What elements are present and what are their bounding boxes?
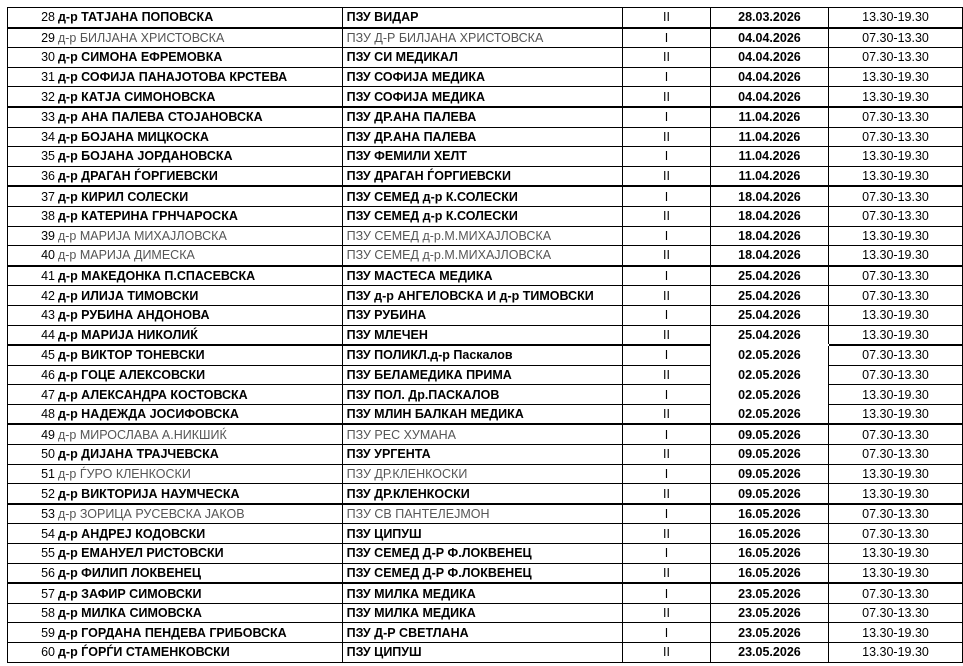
clinic-name: ПЗУ МИЛКА МЕДИКА [342,583,623,603]
time-cell: 13.30-19.30 [829,8,963,28]
doctor-name: д-р ЗОРИЦА РУСЕВСКА ЈАКОВ [57,504,342,524]
clinic-name: ПЗУ СЕМЕД Д-Р Ф.ЛОКВЕНЕЦ [342,563,623,583]
date-cell: 04.04.2026 [710,67,828,87]
clinic-name: ПЗУ ДРАГАН ЃОРГИЕВСКИ [342,166,623,186]
clinic-name: ПЗУ ДР.КЛЕНКОСКИ [342,484,623,504]
time-cell: 07.30-13.30 [829,28,963,48]
date-cell: 04.04.2026 [710,87,828,107]
date-cell: 09.05.2026 [710,445,828,465]
table-row [8,107,963,127]
date-cell: 18.04.2026 [710,206,828,226]
time-cell: 13.30-19.30 [829,385,963,405]
shift-cell: I [623,147,711,167]
row-number: 58 [8,603,57,623]
doctor-name: д-р ИЛИЈА ТИМОВСКИ [57,286,342,306]
table-row [8,186,963,206]
table-row [8,385,963,405]
time-cell: 13.30-19.30 [829,544,963,564]
time-cell: 07.30-13.30 [829,206,963,226]
table-row [8,445,963,465]
table-row [8,8,963,28]
table-row [8,623,963,643]
clinic-name: ПЗУ СИ МЕДИКАЛ [342,48,623,68]
row-number: 28 [8,8,57,28]
row-number: 36 [8,166,57,186]
clinic-name: ПЗУ ДР.КЛЕНКОСКИ [342,464,623,484]
shift-cell: I [623,28,711,48]
shift-cell: II [623,206,711,226]
shift-cell: II [623,643,711,663]
date-cell: 18.04.2026 [710,246,828,266]
clinic-name: ПЗУ МЛЕЧЕН [342,325,623,345]
date-cell: 23.05.2026 [710,643,828,663]
table-row [8,305,963,325]
shift-cell: II [623,48,711,68]
shift-cell: II [623,166,711,186]
time-cell: 13.30-19.30 [829,147,963,167]
doctor-name: д-р МАРИЈА НИКОЛИЌ [57,325,342,345]
table-row [8,563,963,583]
clinic-name: ПЗУ ФЕМИЛИ ХЕЛТ [342,147,623,167]
doctor-name: д-р ТАТЈАНА ПОПОВСКА [57,8,342,28]
shift-cell: I [623,464,711,484]
date-cell: 23.05.2026 [710,603,828,623]
clinic-name: ПЗУ ДР.АНА ПАЛЕВА [342,127,623,147]
date-cell: 25.04.2026 [710,305,828,325]
row-number: 41 [8,266,57,286]
date-cell: 25.04.2026 [710,286,828,306]
date-cell: 11.04.2026 [710,147,828,167]
date-cell: 11.04.2026 [710,107,828,127]
date-cell: 11.04.2026 [710,127,828,147]
clinic-name: ПЗУ РЕС ХУМАНА [342,424,623,444]
time-cell: 13.30-19.30 [829,87,963,107]
shift-cell: II [623,563,711,583]
shift-cell: II [623,603,711,623]
time-cell: 07.30-13.30 [829,365,963,385]
table-row [8,504,963,524]
shift-cell: I [623,226,711,246]
clinic-name: ПЗУ ПОЛИКЛ.д-р Паскалов [342,345,623,365]
table-row [8,603,963,623]
time-cell: 07.30-13.30 [829,127,963,147]
row-number: 55 [8,544,57,564]
doctor-name: д-р БОЈАНА МИЦКОСКА [57,127,342,147]
time-cell: 13.30-19.30 [829,484,963,504]
doctor-name: д-р КИРИЛ СОЛЕСКИ [57,186,342,206]
shift-cell: II [623,404,711,424]
duty-schedule-table [7,7,963,663]
time-cell: 13.30-19.30 [829,305,963,325]
date-cell: 23.05.2026 [710,583,828,603]
row-number: 51 [8,464,57,484]
date-cell: 18.04.2026 [710,226,828,246]
row-number: 34 [8,127,57,147]
doctor-name: д-р ВИКТОР ТОНЕВСКИ [57,345,342,365]
shift-cell: I [623,583,711,603]
shift-cell: II [623,87,711,107]
row-number: 40 [8,246,57,266]
time-cell: 13.30-19.30 [829,226,963,246]
schedule-rows [8,8,963,663]
time-cell: 07.30-13.30 [829,186,963,206]
row-number: 39 [8,226,57,246]
shift-cell: II [623,8,711,28]
table-row [8,365,963,385]
table-row [8,524,963,544]
clinic-name: ПЗУ СОФИЈА МЕДИКА [342,87,623,107]
time-cell: 13.30-19.30 [829,464,963,484]
date-cell: 04.04.2026 [710,28,828,48]
time-cell: 07.30-13.30 [829,524,963,544]
row-number: 57 [8,583,57,603]
table-row [8,544,963,564]
clinic-name: ПЗУ СОФИЈА МЕДИКА [342,67,623,87]
row-number: 33 [8,107,57,127]
row-number: 46 [8,365,57,385]
time-cell: 07.30-13.30 [829,603,963,623]
doctor-name: д-р КАТЈА СИМОНОВСКА [57,87,342,107]
time-cell: 07.30-13.30 [829,424,963,444]
clinic-name: ПЗУ ДР.АНА ПАЛЕВА [342,107,623,127]
shift-cell: II [623,246,711,266]
row-number: 43 [8,305,57,325]
shift-cell: II [623,325,711,345]
date-cell: 02.05.2026 [710,385,828,405]
time-cell: 07.30-13.30 [829,266,963,286]
clinic-name: ПЗУ СЕМЕД д-р.М.МИХАЈЛОВСКА [342,246,623,266]
doctor-name: д-р МАРИЈА ДИМЕСКА [57,246,342,266]
table-row [8,166,963,186]
table-row [8,127,963,147]
clinic-name: ПЗУ ЦИПУШ [342,524,623,544]
shift-cell: II [623,365,711,385]
shift-cell: II [623,445,711,465]
row-number: 52 [8,484,57,504]
doctor-name: д-р АНДРЕЈ КОДОВСКИ [57,524,342,544]
doctor-name: д-р ГОЦЕ АЛЕКСОВСКИ [57,365,342,385]
row-number: 60 [8,643,57,663]
shift-cell: I [623,305,711,325]
doctor-name: д-р ДРАГАН ЃОРГИЕВСКИ [57,166,342,186]
clinic-name: ПЗУ РУБИНА [342,305,623,325]
row-number: 49 [8,424,57,444]
table-row [8,643,963,663]
clinic-name: ПЗУ ЦИПУШ [342,643,623,663]
date-cell: 16.05.2026 [710,524,828,544]
clinic-name: ПЗУ УРГЕНТА [342,445,623,465]
time-cell: 13.30-19.30 [829,246,963,266]
table-row [8,87,963,107]
doctor-name: д-р ЃОРЃИ СТАМЕНКОВСКИ [57,643,342,663]
table-row [8,206,963,226]
shift-cell: II [623,286,711,306]
doctor-name: д-р ВИКТОРИЈА НАУМЧЕСКА [57,484,342,504]
row-number: 31 [8,67,57,87]
table-row [8,424,963,444]
shift-cell: I [623,345,711,365]
doctor-name: д-р АНА ПАЛЕВА СТОЈАНОВСКА [57,107,342,127]
clinic-name: ПЗУ СЕМЕД д-р К.СОЛЕСКИ [342,206,623,226]
shift-cell: I [623,385,711,405]
table-row [8,226,963,246]
time-cell: 13.30-19.30 [829,563,963,583]
doctor-name: д-р СИМОНА ЕФРЕМОВКА [57,48,342,68]
date-cell: 09.05.2026 [710,424,828,444]
time-cell: 07.30-13.30 [829,445,963,465]
date-cell: 25.04.2026 [710,266,828,286]
clinic-name: ПЗУ МАСТЕСА МЕДИКА [342,266,623,286]
row-number: 53 [8,504,57,524]
row-number: 42 [8,286,57,306]
date-cell: 16.05.2026 [710,504,828,524]
row-number: 30 [8,48,57,68]
clinic-name: ПЗУ МЛИН БАЛКАН МЕДИКА [342,404,623,424]
row-number: 45 [8,345,57,365]
clinic-name: ПЗУ СЕМЕД д-р.М.МИХАЈЛОВСКА [342,226,623,246]
date-cell: 04.04.2026 [710,48,828,68]
table-row [8,464,963,484]
doctor-name: д-р БОЈАНА ЈОРДАНОВСКА [57,147,342,167]
date-cell: 02.05.2026 [710,345,828,365]
table-row [8,266,963,286]
doctor-name: д-р РУБИНА АНДОНОВА [57,305,342,325]
row-number: 59 [8,623,57,643]
clinic-name: ПЗУ БЕЛАМЕДИКА ПРИМА [342,365,623,385]
time-cell: 13.30-19.30 [829,404,963,424]
shift-cell: I [623,186,711,206]
row-number: 32 [8,87,57,107]
doctor-name: д-р МИРОСЛАВА А.НИКШИЌ [57,424,342,444]
clinic-name: ПЗУ Д-Р СВЕТЛАНА [342,623,623,643]
row-number: 54 [8,524,57,544]
table-row [8,48,963,68]
table-row [8,583,963,603]
clinic-name: ПЗУ ПОЛ. Др.ПАСКАЛОВ [342,385,623,405]
doctor-name: д-р МАРИЈА МИХАЈЛОВСКА [57,226,342,246]
date-cell: 23.05.2026 [710,623,828,643]
table-row [8,325,963,345]
clinic-name: ПЗУ СЕМЕД Д-Р Ф.ЛОКВЕНЕЦ [342,544,623,564]
table-row [8,484,963,504]
shift-cell: I [623,544,711,564]
table-row [8,28,963,48]
doctor-name: д-р КАТЕРИНА ГРНЧАРОСКА [57,206,342,226]
date-cell: 02.05.2026 [710,404,828,424]
doctor-name: д-р ЕМАНУЕЛ РИСТОВСКИ [57,544,342,564]
date-cell: 09.05.2026 [710,464,828,484]
doctor-name: д-р СОФИЈА ПАНАЈОТОВА КРСТЕВА [57,67,342,87]
doctor-name: д-р БИЛЈАНА ХРИСТОВСКА [57,28,342,48]
table-row [8,246,963,266]
doctor-name: д-р ДИЈАНА ТРАЈЧЕВСКА [57,445,342,465]
table-row [8,286,963,306]
row-number: 56 [8,563,57,583]
table-row [8,345,963,365]
date-cell: 02.05.2026 [710,365,828,385]
time-cell: 13.30-19.30 [829,67,963,87]
shift-cell: I [623,266,711,286]
clinic-name: ПЗУ ВИДАР [342,8,623,28]
shift-cell: I [623,424,711,444]
row-number: 29 [8,28,57,48]
time-cell: 07.30-13.30 [829,504,963,524]
time-cell: 07.30-13.30 [829,107,963,127]
table-row [8,67,963,87]
doctor-name: д-р ГОРДАНА ПЕНДЕВА ГРИБОВСКА [57,623,342,643]
table-row [8,147,963,167]
date-cell: 16.05.2026 [710,563,828,583]
table-row [8,404,963,424]
row-number: 44 [8,325,57,345]
time-cell: 13.30-19.30 [829,325,963,345]
shift-cell: I [623,623,711,643]
row-number: 47 [8,385,57,405]
row-number: 48 [8,404,57,424]
shift-cell: I [623,67,711,87]
shift-cell: I [623,107,711,127]
doctor-name: д-р МАКЕДОНКА П.СПАСЕВСКА [57,266,342,286]
doctor-name: д-р МИЛКА СИМОВСКА [57,603,342,623]
clinic-name: ПЗУ СЕМЕД д-р К.СОЛЕСКИ [342,186,623,206]
date-cell: 18.04.2026 [710,186,828,206]
time-cell: 07.30-13.30 [829,345,963,365]
date-cell: 25.04.2026 [710,325,828,345]
doctor-name: д-р ФИЛИП ЛОКВЕНЕЦ [57,563,342,583]
date-cell: 16.05.2026 [710,544,828,564]
time-cell: 13.30-19.30 [829,643,963,663]
shift-cell: I [623,504,711,524]
shift-cell: II [623,127,711,147]
clinic-name: ПЗУ Д-Р БИЛЈАНА ХРИСТОВСКА [342,28,623,48]
date-cell: 11.04.2026 [710,166,828,186]
clinic-name: ПЗУ СВ ПАНТЕЛЕЈМОН [342,504,623,524]
row-number: 37 [8,186,57,206]
clinic-name: ПЗУ д-р АНГЕЛОВСКА И д-р ТИМОВСКИ [342,286,623,306]
time-cell: 13.30-19.30 [829,623,963,643]
time-cell: 07.30-13.30 [829,583,963,603]
time-cell: 13.30-19.30 [829,166,963,186]
row-number: 50 [8,445,57,465]
shift-cell: II [623,484,711,504]
time-cell: 07.30-13.30 [829,48,963,68]
doctor-name: д-р ЃУРО КЛЕНКОСКИ [57,464,342,484]
row-number: 38 [8,206,57,226]
row-number: 35 [8,147,57,167]
doctor-name: д-р ЗАФИР СИМОВСКИ [57,583,342,603]
doctor-name: д-р АЛЕКСАНДРА КОСТОВСКА [57,385,342,405]
date-cell: 09.05.2026 [710,484,828,504]
date-cell: 28.03.2026 [710,8,828,28]
time-cell: 07.30-13.30 [829,286,963,306]
clinic-name: ПЗУ МИЛКА МЕДИКА [342,603,623,623]
doctor-name: д-р НАДЕЖДА ЈОСИФОВСКА [57,404,342,424]
shift-cell: II [623,524,711,544]
